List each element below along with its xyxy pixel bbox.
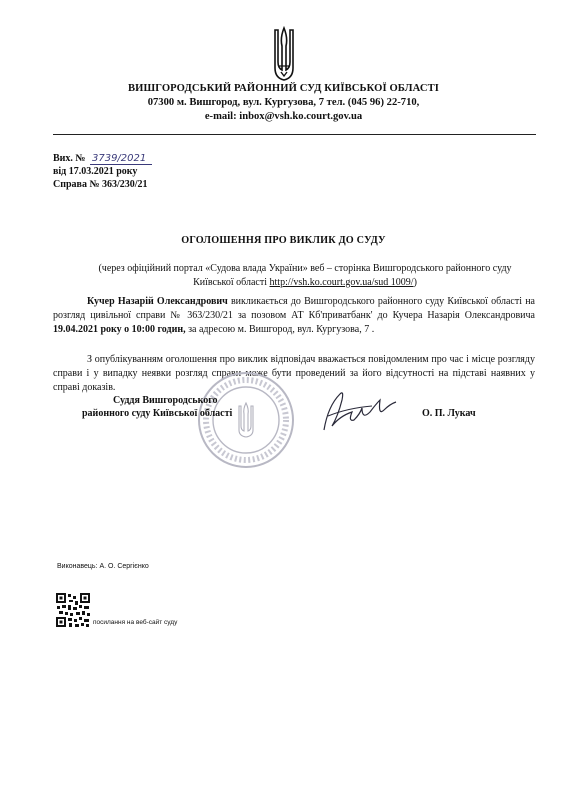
hearing-datetime: 19.04.2021 року о 10:00 годин, bbox=[53, 324, 186, 335]
judge-name: О. П. Лукач bbox=[422, 408, 476, 419]
summons-text-a: викликається до Вишгородського районного суду Київської області на розгляд цивільної справи № 363/230/21 за позовом АТ Кб'приватбанк' до Кучера Назарія Олександровича bbox=[53, 296, 535, 321]
court-address: 07300 м. Вишгород, вул. Кургузова, 7 тел. (045 96) 22-710, bbox=[147, 97, 420, 108]
trident-icon bbox=[273, 26, 295, 82]
notice-title: ОГОЛОШЕННЯ ПРО ВИКЛИК ДО СУДУ bbox=[181, 235, 386, 246]
outgoing-date: від 17.03.2021 року bbox=[53, 166, 138, 177]
court-name: ВИШГОРОДСЬКИЙ РАЙОННИЙ СУД КИЇВСЬКОЇ ОБЛАСТІ bbox=[128, 83, 439, 94]
publication-note-text: (через офіційний портал «Судова влада України» веб – сторінка Вишгородського районного суду Київської області bbox=[98, 263, 512, 288]
executor-line: Виконавець: А. О. Сергієнко bbox=[57, 563, 149, 570]
outgoing-label: Вих. № bbox=[53, 153, 86, 164]
consequence-paragraph: З опублікуванням оголошення про виклик відповідач вважається повідомленим про час і місце розгляду справи і у випадку неявки розгляд справи може бути проведений за його відсутності на підставі наявних у справі доказів. bbox=[53, 354, 535, 393]
summons-paragraph bbox=[53, 295, 535, 337]
outgoing-number-line bbox=[53, 153, 152, 165]
court-email: e-mail: inbox@vsh.ko.court.gov.ua bbox=[204, 111, 363, 122]
court-website-link[interactable]: http://vsh.ko.court.gov.ua/sud 1009/ bbox=[269, 277, 414, 288]
publication-note bbox=[85, 262, 525, 290]
judge-signature bbox=[318, 386, 400, 438]
judge-title-line2: районного суду Київської області bbox=[82, 408, 233, 419]
header-divider bbox=[53, 134, 536, 135]
defendant-name: Кучер Назарій Олександрович bbox=[87, 296, 228, 307]
qr-code-icon[interactable] bbox=[55, 592, 91, 628]
summons-text-b: за адресою м. Вишгород, вул. Кургузова, 7 . bbox=[185, 324, 375, 335]
qr-code-label: посилання на веб-сайт суду bbox=[93, 619, 178, 626]
court-seal-stamp bbox=[196, 370, 296, 470]
judge-title-line1: Суддя Вишгородського bbox=[113, 395, 218, 406]
publication-note-end: ) bbox=[413, 277, 417, 288]
outgoing-number-handwritten: 3739/2021 bbox=[90, 153, 152, 165]
case-number: Справа № 363/230/21 bbox=[53, 179, 148, 190]
